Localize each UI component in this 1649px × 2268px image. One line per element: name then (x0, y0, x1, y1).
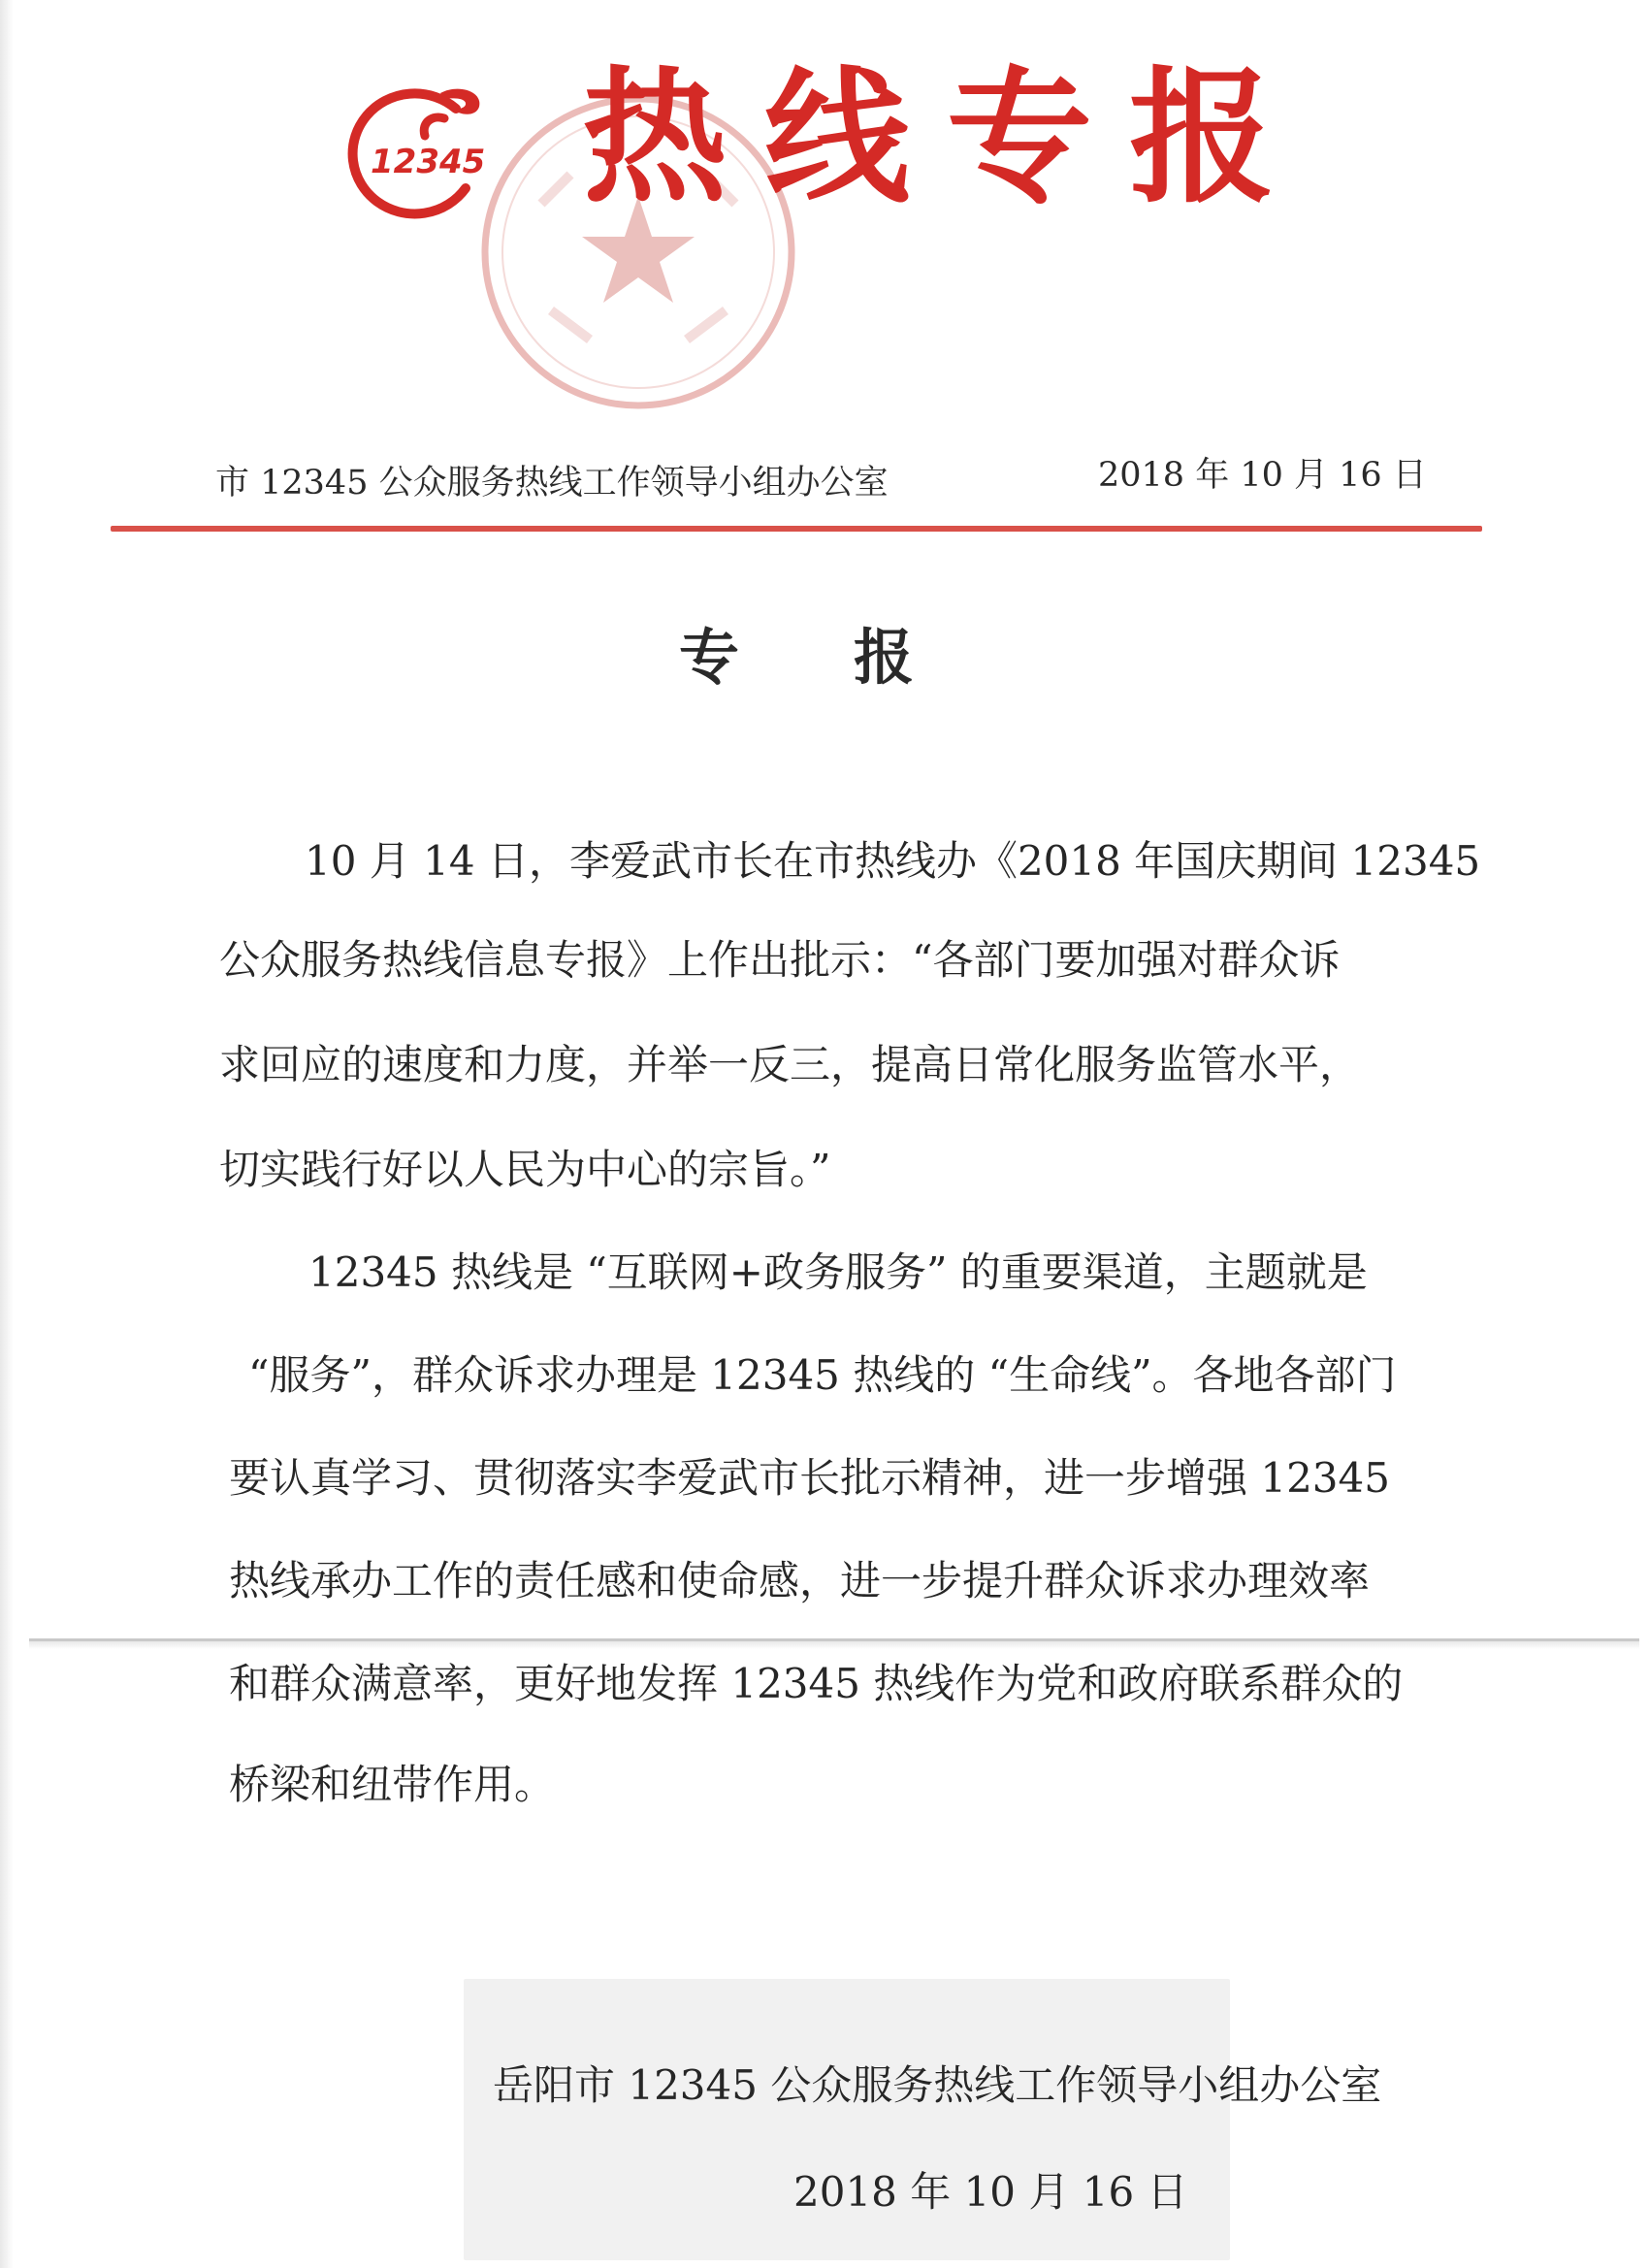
masthead-title: 热线专报 (582, 54, 1312, 223)
body-line: 公众服务热线信息专报》上作出批示：“各部门要加强对群众诉 (219, 936, 1341, 984)
body-line: 要认真学习、贯彻落实李爱武市长批示精神，进一步增强 12345 (229, 1454, 1390, 1502)
body-line: 热线承办工作的责任感和使命感，进一步提升群众诉求办理效率 (229, 1557, 1371, 1604)
logo-text: 12345 (371, 143, 486, 181)
scan-edge-shadow (0, 0, 14, 2268)
body-line: “服务”，群众诉求办理是 12345 热线的 “生命线”。各地各部门 (248, 1351, 1397, 1399)
body-line: 12345 热线是 “互联网+政务服务” 的重要渠道，主题就是 (308, 1248, 1368, 1296)
masthead-divider (111, 526, 1482, 532)
hotline-12345-logo (332, 80, 497, 225)
body-line: 切实践行好以人民为中心的宗旨。” (219, 1146, 831, 1193)
body-line: 桥梁和纽带作用。 (229, 1761, 556, 1808)
signature-organization: 岳阳市 12345 公众服务热线工作领导小组办公室 (493, 2061, 1382, 2109)
body-line: 和群众满意率，更好地发挥 12345 热线作为党和政府联系群众的 (229, 1660, 1404, 1707)
signature-date: 2018 年 10 月 16 日 (793, 2168, 1188, 2216)
document-title: 专报 (679, 622, 1029, 693)
issuer-name: 市 12345 公众服务热线工作领导小组办公室 (215, 464, 889, 502)
body-line: 10 月 14 日，李爱武市长在市热线办《2018 年国庆期间 12345 (305, 837, 1481, 885)
body-line: 求回应的速度和力度，并举一反三，提高日常化服务监管水平， (219, 1041, 1361, 1088)
issue-date: 2018 年 10 月 16 日 (1098, 456, 1427, 495)
